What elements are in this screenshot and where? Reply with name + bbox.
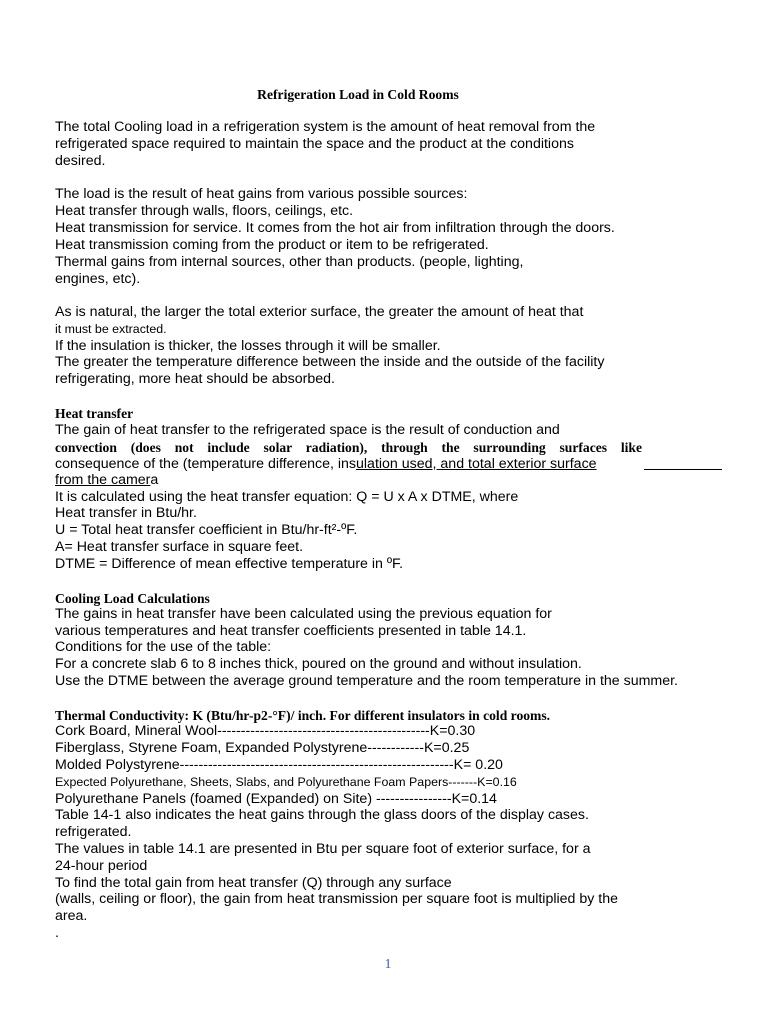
surface-line: As is natural, the larger the total exterior surface, the greater the amount of heat that — [55, 304, 584, 320]
conductivity-line: area. — [55, 908, 88, 924]
heat-transfer-line: convection (does not include solar radiation), through the surrounding surfaces like — [55, 440, 642, 455]
surface-line: refrigerating, more heat should be absorbed. — [55, 371, 335, 387]
heat-transfer-line: The gain of heat transfer to the refrigerated space is the result of conduction and — [55, 422, 560, 438]
conductivity-line: To find the total gain from heat transfer (Q) through any surface — [55, 875, 452, 891]
conductivity-line: The values in table 14.1 are presented in Btu per square foot of exterior surface, for a — [55, 841, 591, 857]
sources-line: The load is the result of heat gains from various possible sources: — [55, 186, 468, 202]
cooling-line: Use the DTME between the average ground temperature and the room temperature in the summer. — [55, 673, 679, 689]
conductivity-line: Molded Polystyrene----------------------------------------------------------K= 0.20 — [55, 757, 503, 773]
heat-transfer-segment: a — [150, 472, 159, 488]
heat-transfer-line: Heat transfer in Btu/hr. — [55, 505, 197, 521]
heat-transfer-line: It is calculated using the heat transfer equation: Q = U x A x DTME, where — [55, 489, 519, 505]
sources-line: Heat transmission coming from the product or item to be refrigerated. — [55, 237, 489, 253]
page-number: 1 — [384, 956, 392, 971]
surface-line: If the insulation is thicker, the losses through it will be smaller. — [55, 338, 441, 354]
intro-line: The total Cooling load in a refrigeration system is the amount of heat removal from the — [55, 119, 596, 135]
cooling-line: Conditions for the use of the table: — [55, 639, 272, 655]
heat-transfer-line — [55, 472, 158, 489]
conductivity-line: Expected Polyurethane, Sheets, Slabs, and Polyurethane Foam Papers-------K=0.16 — [55, 775, 517, 789]
heat-transfer-line — [55, 456, 597, 473]
conductivity-line: Table 14-1 also indicates the heat gains through the glass doors of the display cases. — [55, 807, 589, 823]
sources-line: Thermal gains from internal sources, other than products. (people, lighting, — [55, 254, 524, 270]
heat-transfer-line: U = Total heat transfer coefficient in Btu/hr-ft²-ºF. — [55, 522, 358, 538]
cooling-line: various temperatures and heat transfer coefficients presented in table 14.1. — [55, 623, 527, 639]
intro-line: refrigerated space required to maintain the space and the product at the conditions — [55, 136, 574, 152]
cooling-line: The gains in heat transfer have been calculated using the previous equation for — [55, 606, 552, 622]
conductivity-line: Polyurethane Panels (foamed (Expanded) on Site) ----------------K=0.14 — [55, 791, 497, 807]
heat-transfer-underlined-segment: from the camer — [55, 472, 151, 488]
heat-transfer-line: A= Heat transfer surface in square feet. — [55, 539, 304, 555]
heat-transfer-segment: consequence of the (temperature difference, ins — [55, 456, 357, 472]
underline-extension — [644, 469, 722, 470]
heat-transfer-line: DTME = Difference of mean effective temperature in ºF. — [55, 556, 404, 572]
sources-line: Heat transmission for service. It comes from the hot air from infiltration through the doors. — [55, 220, 615, 236]
intro-line: desired. — [55, 153, 106, 169]
conductivity-line: Fiberglass, Styrene Foam, Expanded Polystyrene------------K=0.25 — [55, 740, 470, 756]
sources-line: Heat transfer through walls, floors, ceilings, etc. — [55, 203, 354, 219]
conductivity-line: 24-hour period — [55, 858, 148, 874]
conductivity-heading: Thermal Conductivity: K (Btu/hr-p2-°F)/ inch. For different insulators in cold rooms. — [55, 708, 551, 723]
heat-transfer-underlined-segment: ulation used, and total exterior surface — [356, 456, 597, 472]
sources-line: engines, etc). — [55, 271, 141, 287]
conductivity-line: (walls, ceiling or floor), the gain from heat transmission per square foot is multiplied by the — [55, 891, 619, 907]
surface-line: The greater the temperature difference between the inside and the outside of the facility — [55, 354, 605, 370]
surface-line: it must be extracted. — [55, 322, 167, 336]
cooling-heading: Cooling Load Calculations — [55, 591, 210, 606]
page-title: Refrigeration Load in Cold Rooms — [257, 87, 459, 102]
conductivity-line: . — [55, 925, 59, 941]
conductivity-line: Cork Board, Mineral Wool---------------------------------------------K=0.30 — [55, 723, 476, 739]
cooling-line: For a concrete slab 6 to 8 inches thick, poured on the ground and without insulation. — [55, 656, 582, 672]
conductivity-line: refrigerated. — [55, 824, 132, 840]
heat-transfer-heading: Heat transfer — [55, 406, 134, 421]
